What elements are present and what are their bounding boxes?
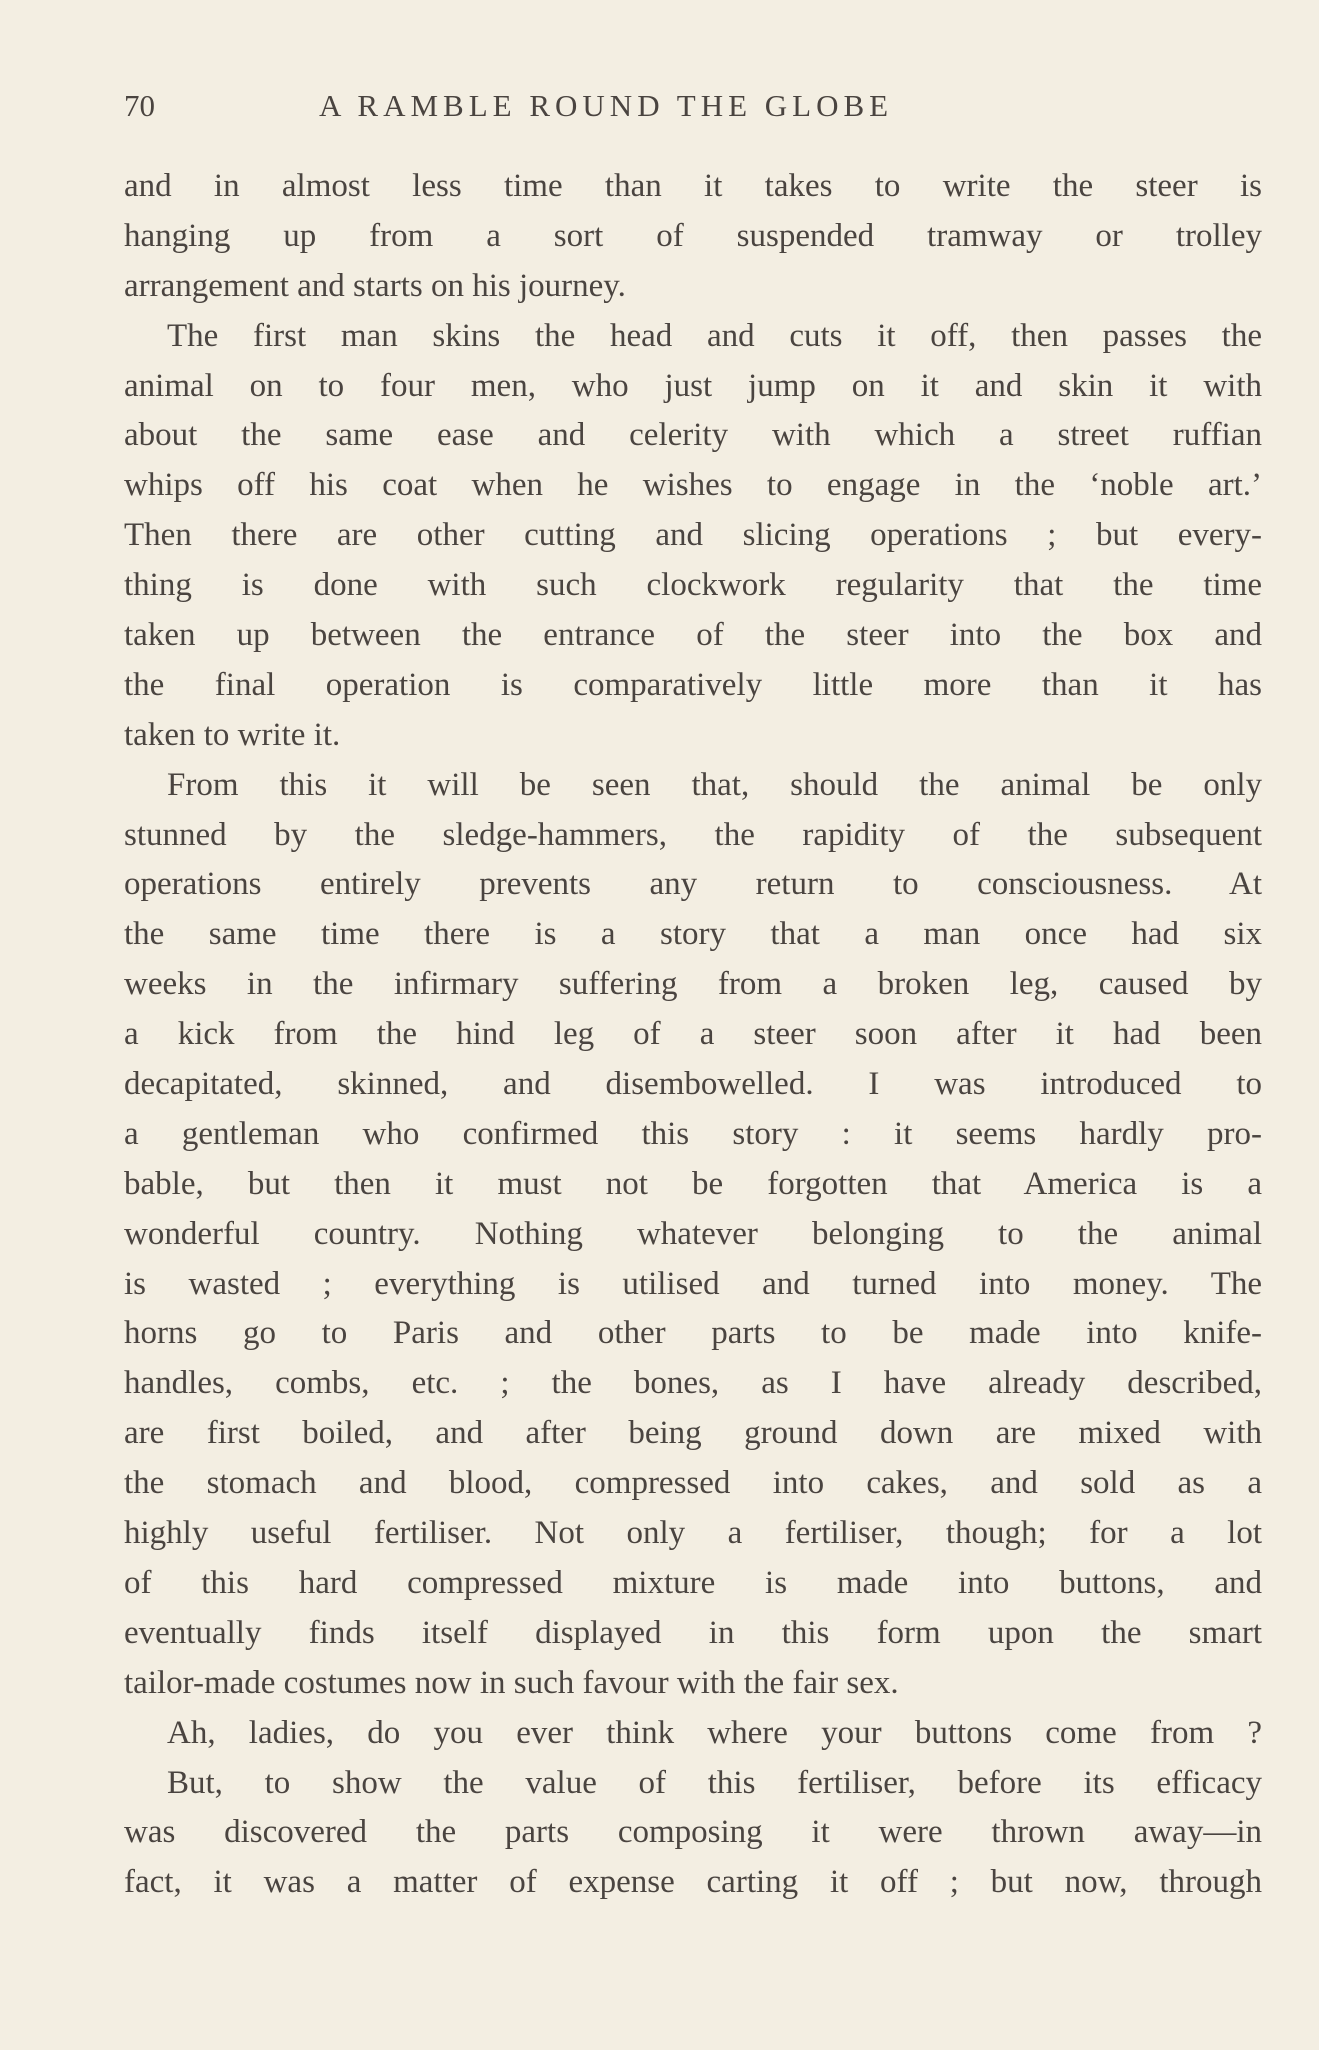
- text-line: the same time there is a story that a man once had six: [124, 916, 1262, 953]
- text-line: wonderful country. Nothing whatever belonging to the animal: [124, 1215, 1262, 1252]
- text-line: was discovered the parts composing it were thrown away—in: [124, 1814, 1262, 1851]
- text-line: the final operation is comparatively little more than it has: [124, 666, 1262, 703]
- text-line: tailor-made costumes now in such favour with the fair sex.: [124, 1664, 899, 1701]
- text-line: handles, combs, etc. ; the bones, as I have already described,: [124, 1365, 1262, 1402]
- text-line: weeks in the infirmary suffering from a broken leg, caused by: [124, 966, 1262, 1003]
- text-line: are first boiled, and after being ground down are mixed with: [124, 1415, 1262, 1452]
- running-title: A RAMBLE ROUND THE GLOBE: [319, 88, 894, 123]
- text-line: taken up between the entrance of the steer into the box and: [124, 617, 1262, 654]
- text-line: But, to show the value of this fertiliser, before its efficacy: [167, 1764, 1262, 1801]
- text-line: taken to write it.: [124, 716, 341, 753]
- page-number: 70: [124, 88, 155, 123]
- text-line: the stomach and blood, compressed into cakes, and sold as a: [124, 1465, 1262, 1502]
- text-line: The first man skins the head and cuts it off, then passes the: [167, 317, 1262, 354]
- text-line: a kick from the hind leg of a steer soon after it had been: [124, 1016, 1262, 1053]
- text-line: animal on to four men, who just jump on it and skin it with: [124, 367, 1262, 404]
- text-line: horns go to Paris and other parts to be made into knife-: [124, 1315, 1262, 1352]
- text-line: thing is done with such clockwork regularity that the time: [124, 567, 1262, 604]
- text-line: about the same ease and celerity with which a street ruffian: [124, 417, 1262, 454]
- text-line: highly useful fertiliser. Not only a fertiliser, though; for a lot: [124, 1515, 1262, 1552]
- text-line: hanging up from a sort of suspended tramway or trolley: [124, 217, 1262, 254]
- text-line: operations entirely prevents any return to consciousness. At: [124, 866, 1262, 903]
- text-line: From this it will be seen that, should the animal be only: [167, 766, 1262, 803]
- text-line: eventually finds itself displayed in this form upon the smart: [124, 1614, 1262, 1651]
- text-line: is wasted ; everything is utilised and turned into money. The: [124, 1265, 1262, 1302]
- text-line: fact, it was a matter of expense carting it off ; but now, through: [124, 1864, 1262, 1901]
- text-line: and in almost less time than it takes to write the steer is: [124, 168, 1262, 204]
- running-header: [124, 88, 1262, 132]
- text-line: Ah, ladies, do you ever think where your buttons come from ?: [167, 1714, 1262, 1751]
- text-line: whips off his coat when he wishes to engage in the ‘noble art.’: [124, 467, 1262, 504]
- text-line: Then there are other cutting and slicing operations ; but every-: [124, 517, 1262, 554]
- text-line: of this hard compressed mixture is made into buttons, and: [124, 1564, 1262, 1601]
- text-line: a gentleman who confirmed this story : it seems hardly pro-: [124, 1115, 1262, 1152]
- page-body-text: [124, 162, 1262, 1908]
- text-line: stunned by the sledge-hammers, the rapidity of the subsequent: [124, 816, 1262, 853]
- text-line: decapitated, skinned, and disembowelled. I was introduced to: [124, 1066, 1262, 1103]
- text-line: arrangement and starts on his journey.: [124, 267, 626, 304]
- text-line: bable, but then it must not be forgotten that America is a: [124, 1165, 1262, 1202]
